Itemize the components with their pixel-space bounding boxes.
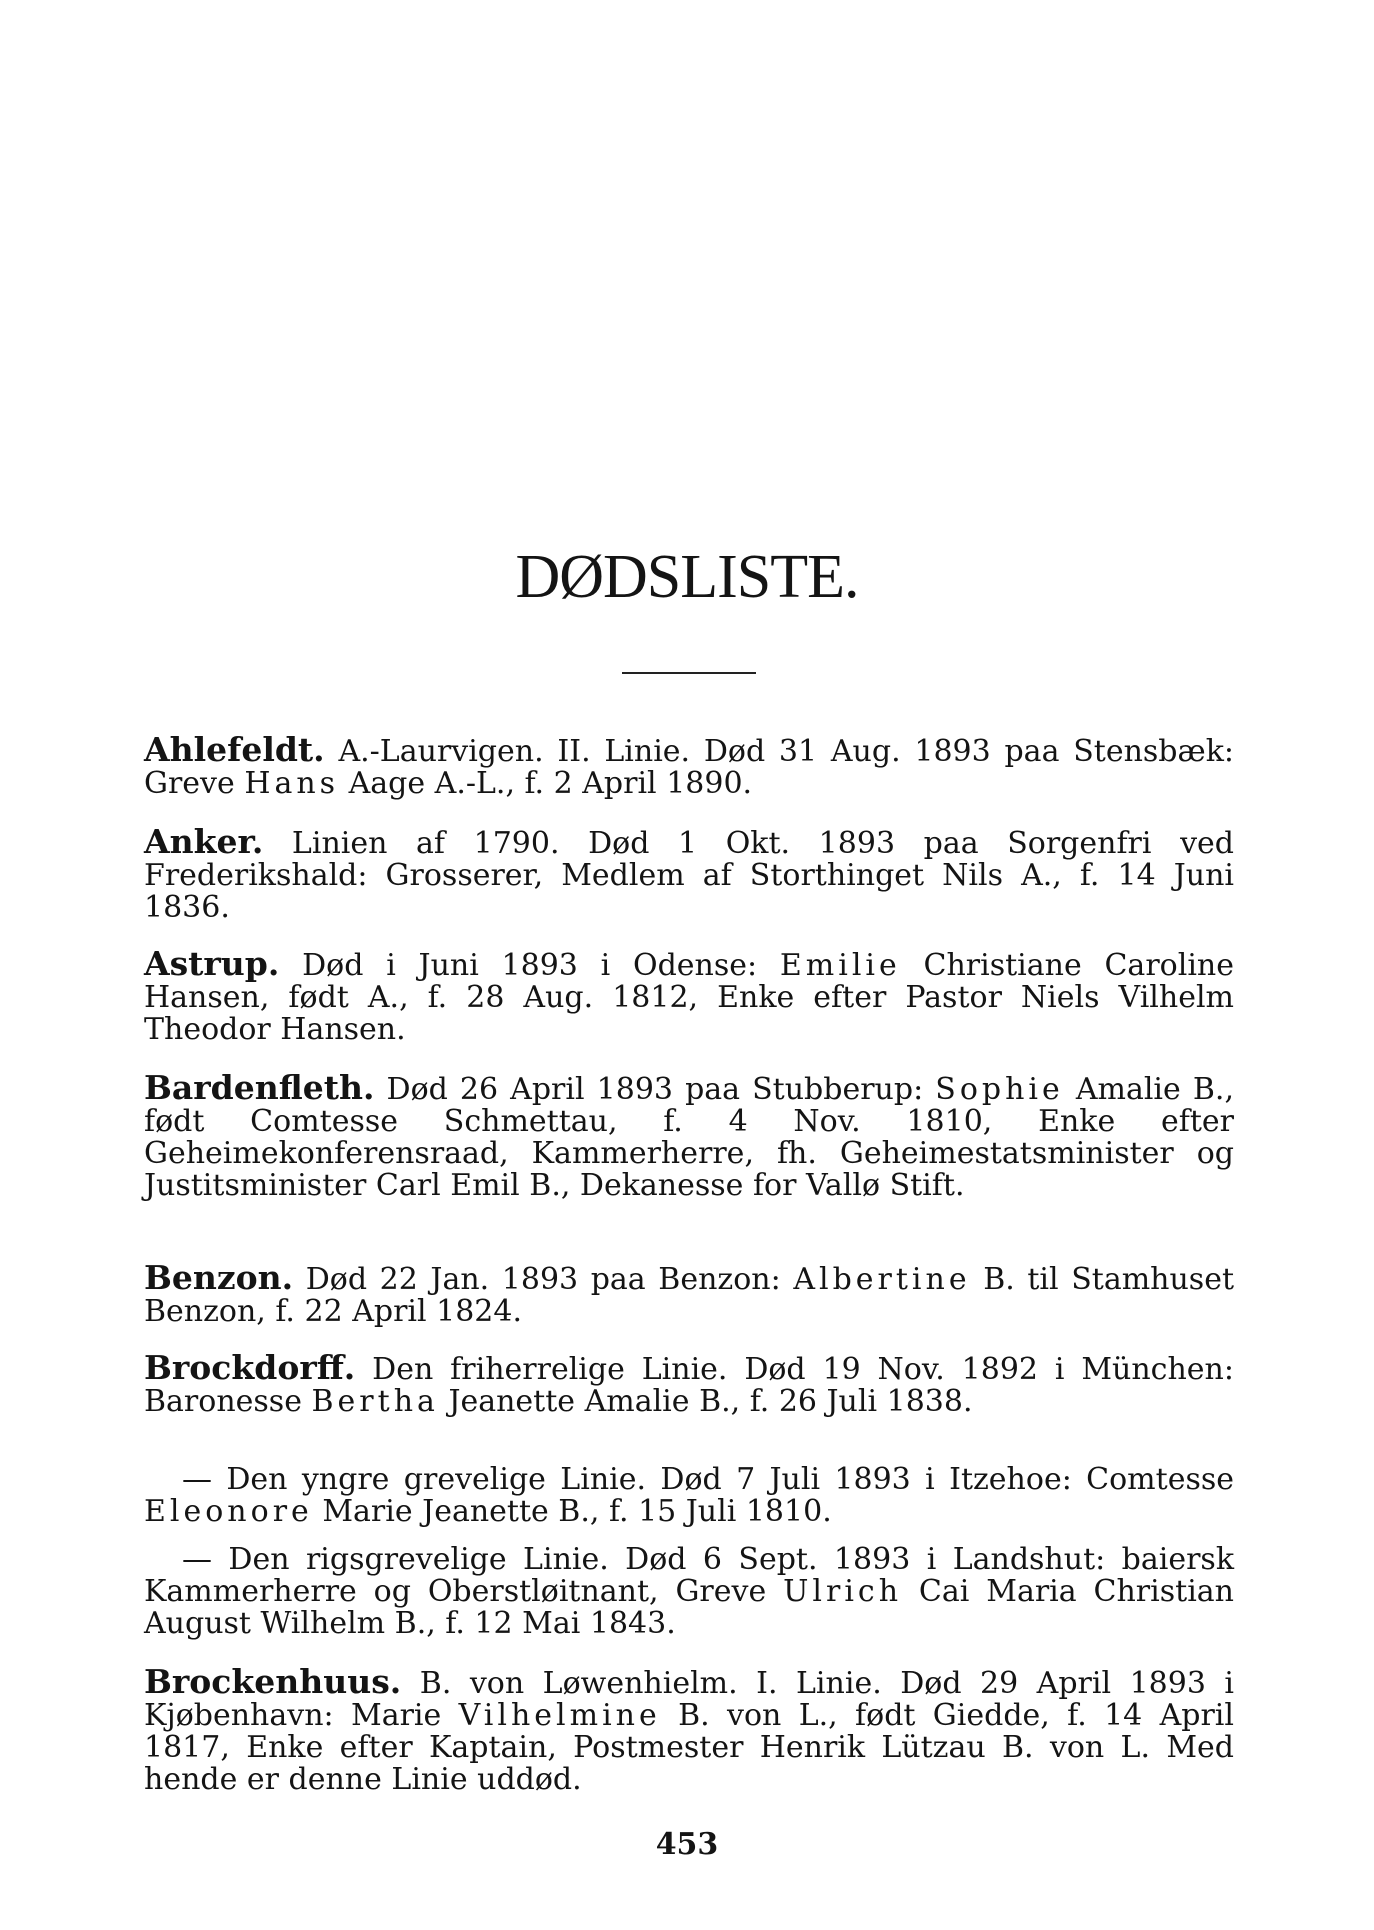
- entry-spaced-name: Sophie: [935, 1072, 1064, 1107]
- entry-text: — Den yngre grevelige Linie. Død 7 Juli 1893 i Itzehoe: Comtesse: [182, 1462, 1234, 1497]
- entry-anker: [144, 822, 1234, 925]
- title-divider: [622, 672, 756, 674]
- entry-name: Benzon.: [144, 1258, 294, 1297]
- entry-text: Død 22 Jan. 1893 paa Benzon:: [305, 1262, 794, 1297]
- entry-brockdorff: [144, 1348, 1234, 1419]
- entry-text: B. von L., født Giedde, f. 14 April 1817, Enke efter Kaptain, Postmester Henrik Lützau B. von L. Med hende er denne Linie uddød.: [144, 1698, 1234, 1797]
- entry-text: Marie Jeanette B., f. 15 Juli 1810.: [312, 1494, 832, 1529]
- entry-spaced-name: Ulrich: [783, 1574, 903, 1609]
- entry-name: Brockenhuus.: [144, 1662, 402, 1701]
- entry-benzon: [144, 1258, 1235, 1329]
- entry-text: B. til Stamhuset Benzon, f. 22 April 1824.: [144, 1262, 1235, 1329]
- entry-name: Bardenfleth.: [144, 1068, 375, 1107]
- entry-text: Jeanette Amalie B., f. 26 Juli 1838.: [438, 1384, 973, 1419]
- entry-spaced-name: Hans: [244, 766, 340, 801]
- entry-astrup: [144, 944, 1234, 1047]
- entry-brockdorff-yngre: [144, 1464, 1234, 1528]
- entry-text: Amalie B., født Comtesse Schmettau, f. 4 Nov. 1810, Enke efter Geheimekonferensraad, Kammerherre, fh. Geheimestatsminister og Justitsminister Carl Emil B., Dekanesse for Vallø Stift.: [144, 1072, 1234, 1203]
- entry-spaced-name: Bertha: [311, 1384, 439, 1419]
- entry-bardenfleth: [144, 1068, 1234, 1203]
- entry-spaced-name: Vilhelmine: [458, 1698, 661, 1733]
- entry-text: Den friherrelige Linie. Død 19 Nov. 1892 i München: Baronesse: [144, 1352, 1234, 1419]
- entry-text: — Den rigsgrevelige Linie. Død 6 Sept. 1893 i Landshut: baiersk Kammerherre og Oberstløitnant, Greve: [144, 1542, 1234, 1609]
- entry-name: Ahlefeldt.: [144, 730, 325, 769]
- entry-text: B. von Løwenhielm. I. Linie. Død 29 April 1893 i Kjøbenhavn: Marie: [144, 1666, 1234, 1733]
- entry-text: Christiane Caroline Hansen, født A., f. 28 Aug. 1812, Enke efter Pastor Niels Vilhelm Theodor Hansen.: [144, 948, 1234, 1047]
- entry-spaced-name: Eleonore: [144, 1494, 313, 1529]
- entry-name: Anker.: [144, 822, 264, 861]
- entry-text: Linien af 1790. Død 1 Okt. 1893 paa Sorgenfri ved Frederikshald: Grosserer, Medlem af Storthinget Nils A., f. 14 Juni 1836.: [144, 826, 1234, 925]
- entry-brockdorff-rigsgrevelige: [144, 1544, 1234, 1640]
- page-title: DØDSLISTE.: [515, 543, 859, 611]
- entry-spaced-name: Emilie: [779, 948, 901, 983]
- entry-spaced-name: Albertine: [793, 1262, 971, 1297]
- page-number: 453: [655, 1827, 719, 1862]
- entry-text: Død 26 April 1893 paa Stubberup:: [386, 1072, 936, 1107]
- entry-brockenhuus: [144, 1662, 1234, 1797]
- entry-text: Cai Maria Christian August Wilhelm B., f. 12 Mai 1843.: [144, 1574, 1234, 1641]
- entry-text: A.-Laurvigen. II. Linie. Død 31 Aug. 1893 paa Stensbæk: Greve: [144, 734, 1234, 801]
- entry-name: Brockdorff.: [144, 1348, 356, 1387]
- entry-text: Død i Juni 1893 i Odense:: [302, 948, 780, 983]
- entry-ahlefeldt: [144, 730, 1234, 801]
- entry-name: Astrup.: [144, 944, 280, 983]
- entry-text: Aage A.-L., f. 2 April 1890.: [339, 766, 753, 801]
